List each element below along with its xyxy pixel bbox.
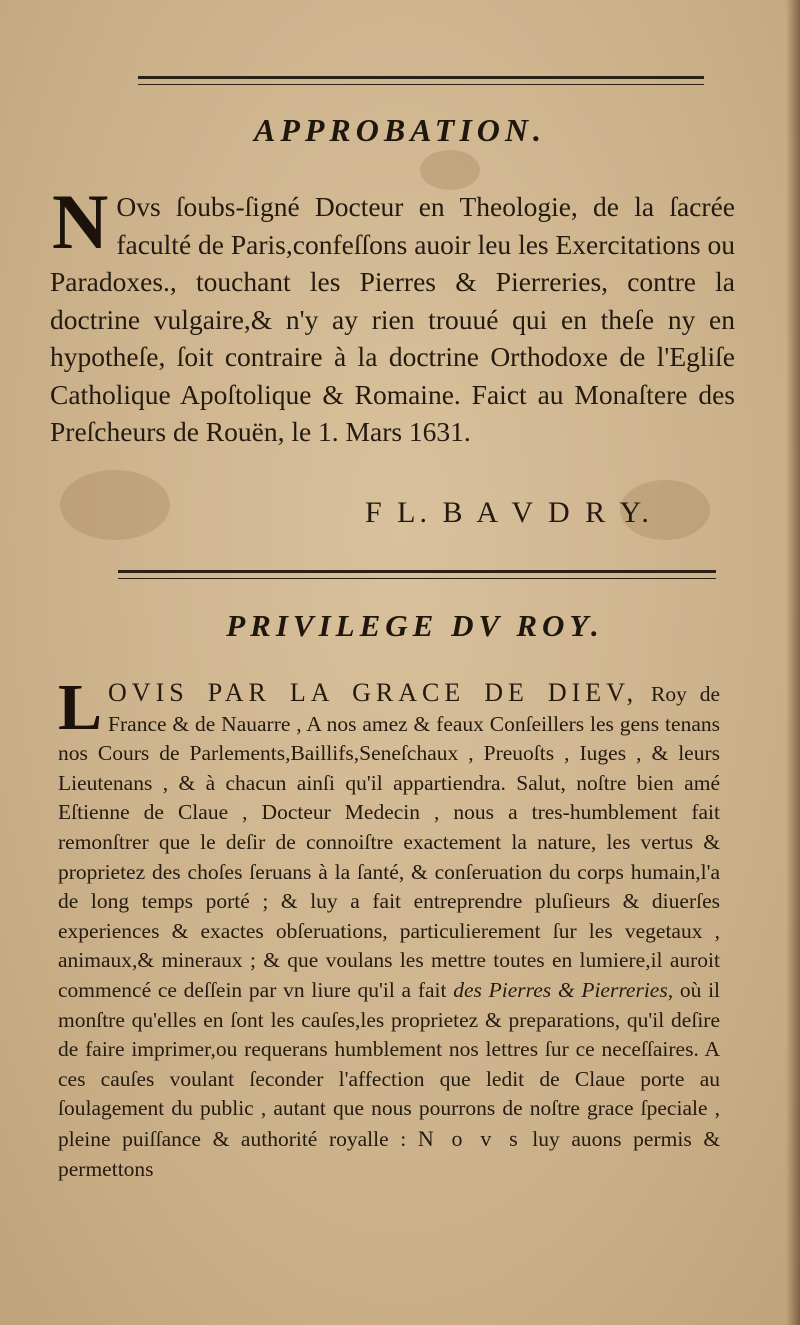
paper-stain [420,150,480,190]
approbation-text: Ovs ſoubs-ſigné Docteur en Theologie, de la ſacrée faculté de Paris,confeſſons auoir leu les Exercitations ou Paradoxes., touchant les Pierres & Pierreries, contre la doctrine vulgaire,& n'y ay rien trouué qui en theſe ny en hypotheſe, ſoit contraire à la doctrine Orthodoxe de l'Egliſe Catholique Apoſtolique & Romaine. Faict au Monaſtere des Preſcheurs de Rouën, le 1. Mars 1631. [50,191,735,447]
middle-double-rule [118,570,716,579]
privilege-text-2: où il monſtre qu'elles en ſont les cauſes,les proprietez & preparations, qu'il deſire de faire imprimer,ou requerans humblement nos lettres ſur ce neceſſaires. A ces cauſes voulant ſeconder l'affection que ledit de Claue porte au ſoulagement du public , autant que nous pourrons de noſtre grace ſpeciale , pleine puiſſance & authorité royalle : [58,977,721,1151]
privilege-text-3: luy auons permis & permettons [58,1126,721,1181]
top-double-rule [138,76,704,85]
nous-caps: N o v s [417,1125,521,1151]
paper-stain [60,470,170,540]
book-title: des Pierres & Pierreries, [453,977,674,1002]
signature: F L. B A V D R Y. [365,496,653,529]
dropcap-l: L [58,671,103,744]
privilege-opening: OVIS PAR LA GRACE DE DIEV, [108,678,639,707]
privilege-text-1: Roy de France & de Nauarre , A nos amez & feaux Conſeillers les gens tenans nos Cours de Parlements,Baillifs,Seneſchaux , Preuoſts , Iuges , & leurs Lieutenans , & à chacun ainſi qu'il appartiendra. Salut, noſtre bien amé Eſtienne de Claue , Docteur Medecin , nous a tres-humblement fait remonſtrer que le deſir de connoiſtre exactement la nature, les vertus & proprietez des choſes ſeruans à la ſanté, & conſeruation du corps humain,l'a de long temps porté ; & luy a fait entreprendre pluſieurs & diuerſes experiences & exactes obſeruations, particulierement ſur les vegetaux , animaux,& mineraux ; & que voulans les mettre toutes en lumiere,il auroit commencé ce deſſein par vn liure qu'il a fait [58,682,721,1002]
approbation-heading: APPROBATION. [253,112,547,148]
page-edge-shadow [786,0,800,1325]
approbation-paragraph [50,178,735,451]
dropcap-n: N [52,178,109,265]
privilege-paragraph [58,671,721,1184]
privilege-heading: PRIVILEGE DV ROY. [226,608,604,643]
